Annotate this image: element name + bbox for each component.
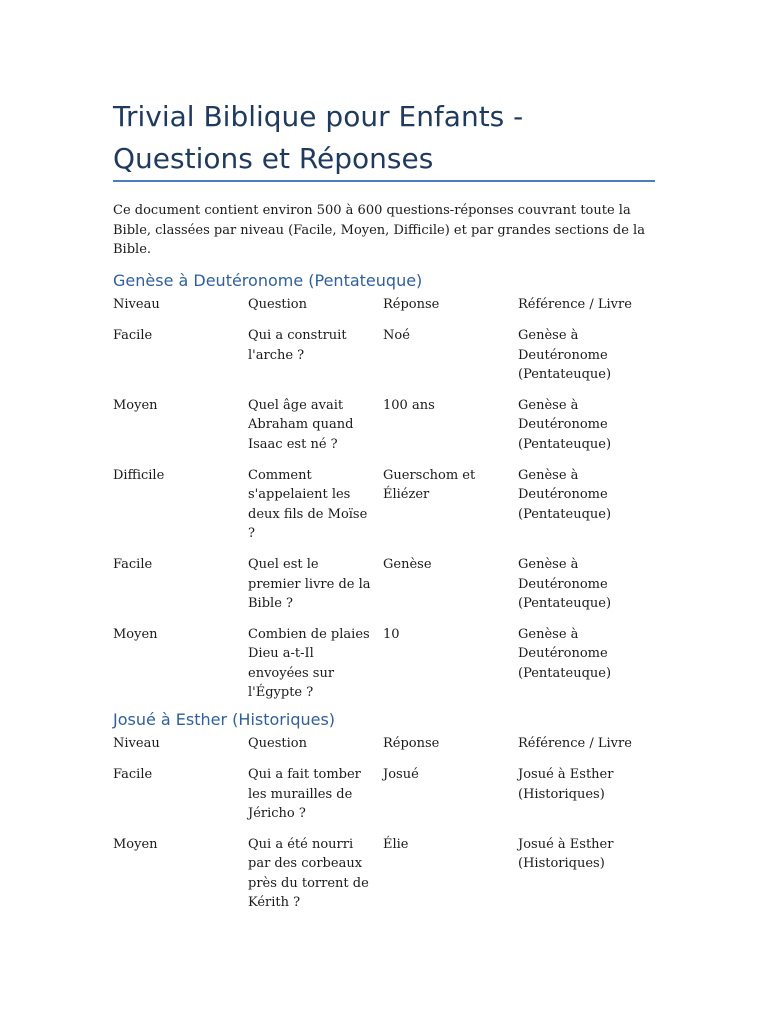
table-header-row [113, 295, 658, 326]
column-header-answer: Réponse [383, 297, 440, 312]
cell-reference: Josué à Esther (Historiques) [518, 767, 614, 802]
cell-level: Facile [113, 328, 153, 344]
cell-question: Combien de plaies Dieu a-t-Il envoyées sur l'Égypte ? [248, 627, 370, 701]
document-title: Trivial Biblique pour Enfants - Questions et Réponses [113, 100, 524, 175]
cell-reference: Genèse à Deutéronome (Pentateuque) [518, 627, 612, 681]
cell-question: Quel est le premier livre de la Bible ? [248, 557, 371, 611]
cell-level: Difficile [113, 468, 165, 484]
table-row [113, 555, 658, 625]
table-row [113, 326, 658, 396]
cell-answer: Noé [383, 328, 410, 344]
table-row [113, 396, 658, 466]
cell-reference: Genèse à Deutéronome (Pentateuque) [518, 468, 612, 522]
column-header-answer: Réponse [383, 736, 440, 751]
cell-answer: 10 [383, 627, 400, 643]
qa-table-historiques [113, 734, 658, 924]
table-row [113, 835, 658, 924]
qa-table-pentateuque [113, 295, 658, 714]
cell-answer: 100 ans [383, 398, 435, 414]
column-header-reference: Référence / Livre [518, 736, 632, 751]
cell-level: Moyen [113, 627, 158, 643]
cell-question: Qui a été nourri par des corbeaux près du torrent de Kérith ? [248, 837, 369, 911]
column-header-question: Question [248, 736, 307, 751]
cell-answer: Josué [383, 767, 419, 783]
cell-reference: Genèse à Deutéronome (Pentateuque) [518, 328, 612, 382]
title-underline [113, 180, 655, 182]
column-header-level: Niveau [113, 736, 160, 751]
cell-level: Moyen [113, 837, 158, 853]
column-header-question: Question [248, 297, 307, 312]
cell-level: Facile [113, 767, 153, 783]
table-header-row [113, 734, 658, 765]
cell-question: Quel âge avait Abraham quand Isaac est né ? [248, 398, 354, 452]
table-row [113, 466, 658, 555]
cell-question: Qui a fait tomber les murailles de Jéricho ? [248, 767, 361, 821]
section-title-pentateuque: Genèse à Deutéronome (Pentateuque) [113, 271, 423, 290]
cell-answer: Élie [383, 837, 409, 853]
section-title-historiques: Josué à Esther (Historiques) [113, 710, 336, 729]
cell-answer: Genèse [383, 557, 432, 573]
cell-reference: Genèse à Deutéronome (Pentateuque) [518, 398, 612, 452]
table-row [113, 765, 658, 835]
table-row [113, 625, 658, 714]
cell-level: Facile [113, 557, 153, 573]
intro-paragraph: Ce document contient environ 500 à 600 questions-réponses couvrant toute la Bible, classées par niveau (Facile, Moyen, Difficile) et par grandes sections de la Bible. [113, 203, 645, 257]
column-header-reference: Référence / Livre [518, 297, 632, 312]
cell-answer: Guerschom et Éliézer [383, 468, 476, 503]
cell-reference: Josué à Esther (Historiques) [518, 837, 614, 872]
column-header-level: Niveau [113, 297, 160, 312]
cell-reference: Genèse à Deutéronome (Pentateuque) [518, 557, 612, 611]
cell-question: Comment s'appelaient les deux fils de Moïse ? [248, 468, 368, 541]
cell-level: Moyen [113, 398, 158, 414]
cell-question: Qui a construit l'arche ? [248, 328, 347, 363]
